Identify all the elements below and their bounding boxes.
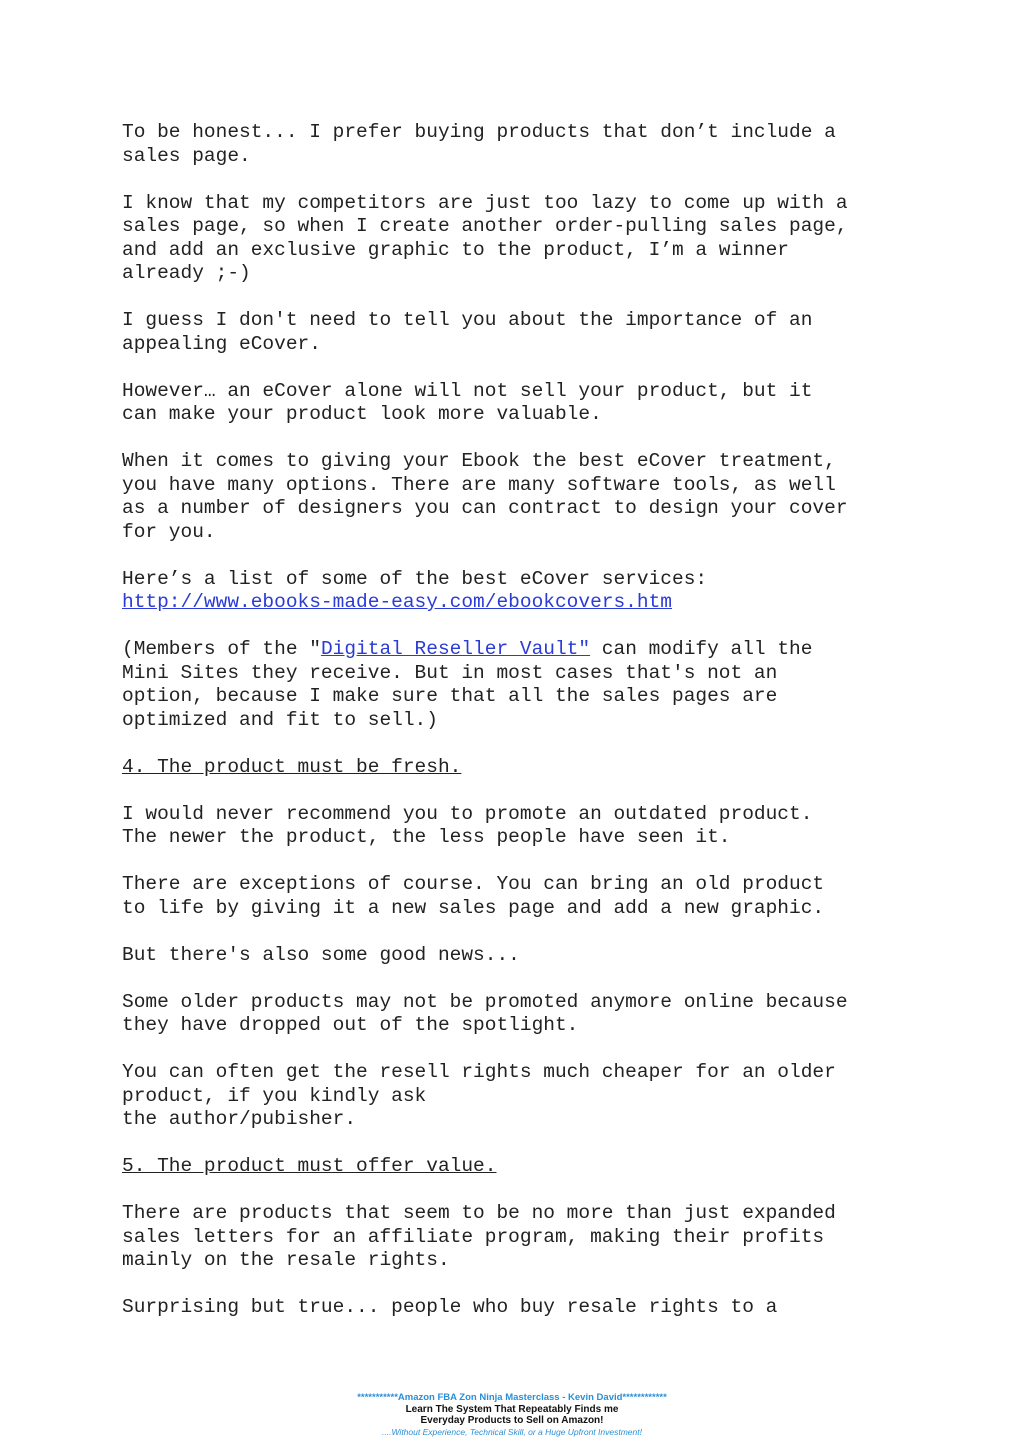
paragraph: Surprising but true... people who buy resale rights to a (122, 1296, 778, 1318)
paragraph-text: (Members of the " (122, 638, 321, 660)
paragraph: I know that my competitors are just too lazy to come up with a sales page, so when I create another order-pulling sales page, and add an exclusive graphic to the product, I’m a winner already ;-) (122, 191, 848, 284)
paragraph: You can often get the resell rights much cheaper for an older product, if you kindly ask the author/pubisher. (122, 1061, 836, 1130)
footer-ad[interactable] (0, 1392, 1024, 1438)
ecover-services-paragraph (122, 568, 902, 615)
paragraph: But there's also some good news... (122, 943, 520, 966)
footer-tagline: Everyday Products to Sell on Amazon! (420, 1415, 604, 1426)
document-body (122, 121, 902, 1343)
paragraph: There are exceptions of course. You can bring an old product to life by giving it a new sales page and add a new graphic. (122, 873, 825, 919)
ecover-services-link[interactable]: http://www.ebooks-made-easy.com/ebookcovers.htm (122, 591, 672, 613)
members-paragraph (122, 638, 902, 732)
paragraph: Some older products may not be promoted anymore online because they have dropped out of the spotlight. (122, 990, 848, 1036)
footer-subtitle: ....Without Experience, Technical Skill, or a Huge Upfront Investment! (382, 1427, 642, 1437)
paragraph-text: Here’s a list of some of the best eCover services: (122, 567, 708, 590)
paragraph-text: can modify all the Mini Sites they receive. But in most cases that's not an option, because I make sure that all the sales pages are optimized and fit to sell.) (122, 638, 813, 731)
paragraph: I guess I don't need to tell you about the importance of an appealing eCover. (122, 309, 813, 355)
paragraph: There are products that seem to be no more than just expanded sales letters for an affiliate program, making their profits mainly on the resale rights. (122, 1202, 836, 1271)
section-heading-5: 5. The product must offer value. (122, 1155, 497, 1177)
paragraph: I would never recommend you to promote an outdated product. The newer the product, the less people have seen it. (122, 802, 813, 848)
paragraph: When it comes to giving your Ebook the best eCover treatment, you have many options. There are many software tools, as well as a number of designers you can contract to design your cover for you. (122, 450, 848, 543)
footer-title: ***********Amazon FBA Zon Ninja Masterclass - Kevin David************ (357, 1392, 667, 1403)
paragraph: To be honest... I prefer buying products that don’t include a sales page. (122, 121, 836, 167)
digital-reseller-vault-link[interactable]: Digital Reseller Vault" (320, 638, 591, 660)
section-heading-4: 4. The product must be fresh. (122, 755, 462, 778)
paragraph: However… an eCover alone will not sell your product, but it can make your product look more valuable. (122, 379, 813, 425)
footer-tagline: Learn The System That Repeatably Finds me (405, 1404, 619, 1415)
